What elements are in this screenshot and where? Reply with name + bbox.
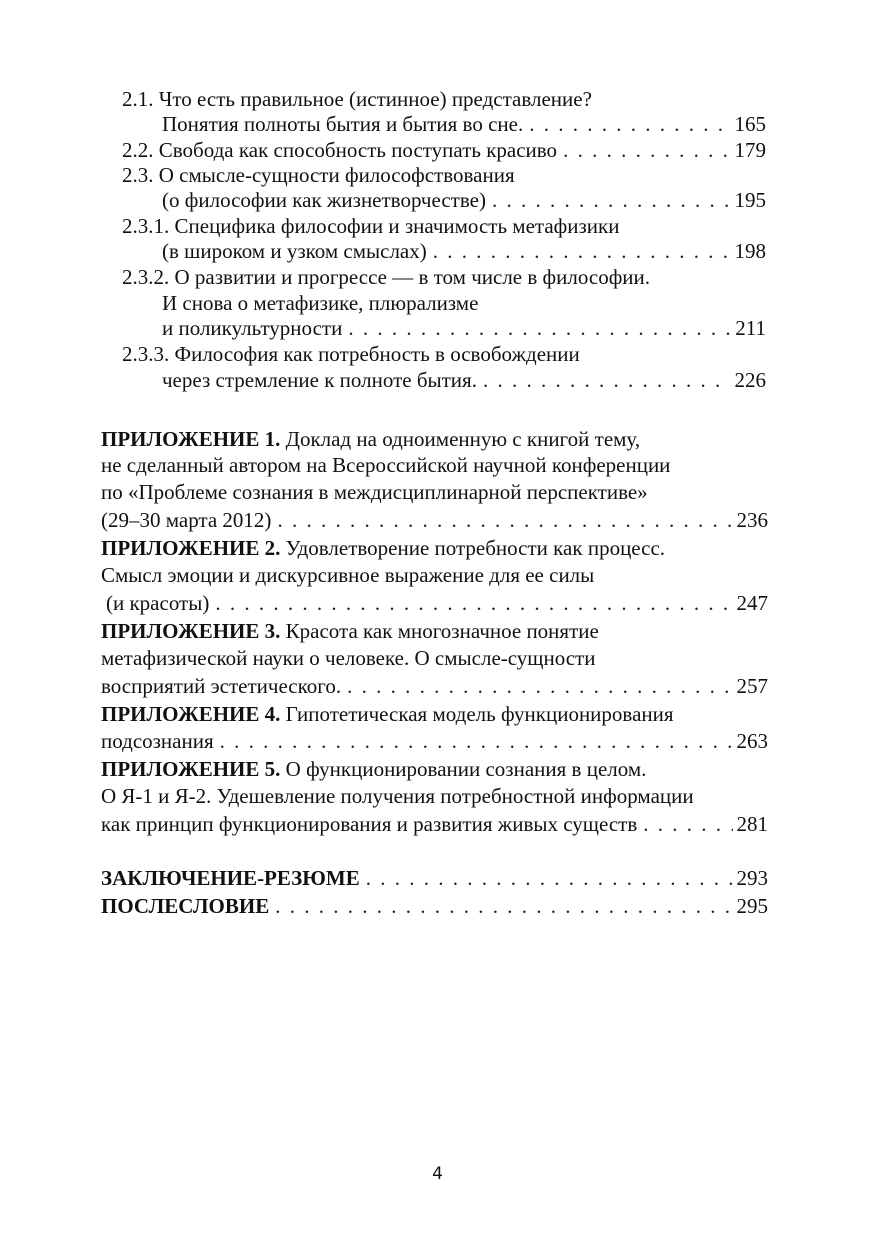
toc-entry-2-3-2-last-line[interactable] bbox=[162, 315, 766, 341]
section-title: Специфика философии и значимость метафизики bbox=[174, 214, 620, 238]
afterword-title: ПОСЛЕСЛОВИЕ bbox=[101, 894, 270, 918]
appendix-label: ПРИЛОЖЕНИЕ 2. bbox=[101, 536, 281, 560]
section-title-cont: И снова о метафизике, плюрализме bbox=[162, 291, 479, 315]
toc-entry-2-3-last-line[interactable] bbox=[162, 187, 766, 213]
appendix-text: Смысл эмоции и дискурсивное выражение для ее силы bbox=[101, 563, 595, 587]
section-title: О развитии и прогрессе — в том числе в философии. bbox=[174, 265, 651, 289]
toc-entry-2-1-title bbox=[122, 86, 592, 112]
appendix-text: как принцип функционирования и развития живых существ bbox=[101, 812, 638, 836]
page-ref: 211 bbox=[735, 316, 766, 340]
appendix-text: (и красоты) bbox=[106, 591, 210, 615]
page-ref: 293 bbox=[736, 866, 768, 890]
appendix-1-title bbox=[101, 426, 640, 452]
page-ref: 179 bbox=[734, 138, 766, 162]
appendix-text: по «Проблеме сознания в междисциплинарной перспективе» bbox=[101, 480, 648, 504]
appendix-text: О функционировании сознания в целом. bbox=[285, 757, 647, 781]
section-title: Свобода как способность поступать красиво bbox=[158, 138, 558, 162]
page-ref: 198 bbox=[734, 239, 766, 263]
section-number: 2.3.3. bbox=[122, 342, 170, 366]
appendix-5-last-line[interactable] bbox=[101, 811, 768, 837]
appendix-text: подсознания bbox=[101, 729, 214, 753]
appendix-4-last-line[interactable] bbox=[101, 728, 768, 754]
appendix-label: ПРИЛОЖЕНИЕ 1. bbox=[101, 427, 281, 451]
page-ref: 257 bbox=[736, 674, 768, 698]
section-number: 2.3.2. bbox=[122, 265, 170, 289]
page-ref: 165 bbox=[734, 112, 766, 136]
appendix-1-last-line[interactable] bbox=[101, 507, 768, 533]
toc-entry-2-3-title bbox=[122, 162, 515, 188]
page-ref: 236 bbox=[736, 508, 768, 532]
appendix-text: Удовлетворение потребности как процесс. bbox=[285, 536, 666, 560]
appendix-text: Доклад на одноименную с книгой тему, bbox=[285, 427, 641, 451]
toc-entry-2-3-3-last-line[interactable] bbox=[162, 367, 766, 393]
page-ref: 195 bbox=[734, 188, 766, 212]
appendix-text: (29–30 марта 2012) bbox=[101, 508, 272, 532]
appendix-text: не сделанный автором на Всероссийской научной конференции bbox=[101, 453, 671, 477]
appendix-text: восприятий эстетического. bbox=[101, 674, 342, 698]
page-ref: 281 bbox=[736, 812, 768, 836]
section-number: 2.2. bbox=[122, 138, 154, 162]
dot-leader bbox=[433, 238, 731, 264]
page-ref: 295 bbox=[736, 894, 768, 918]
section-number: 2.3.1. bbox=[122, 214, 170, 238]
appendix-text: метафизической науки о человеке. О смысле-сущности bbox=[101, 646, 596, 670]
toc-entry-2-3-1-title bbox=[122, 213, 619, 239]
dot-leader bbox=[220, 728, 733, 754]
conclusion-title: ЗАКЛЮЧЕНИЕ-РЕЗЮМЕ bbox=[101, 866, 360, 890]
page-ref: 247 bbox=[736, 591, 768, 615]
dot-leader bbox=[483, 367, 731, 393]
dot-leader bbox=[563, 137, 730, 163]
appendix-5-title bbox=[101, 756, 646, 782]
appendix-label: ПРИЛОЖЕНИЕ 4. bbox=[101, 702, 281, 726]
toc-entry-2-3-2-title bbox=[122, 264, 650, 290]
section-title: Философия как потребность в освобождении bbox=[174, 342, 580, 366]
section-title-cont: через стремление к полноте бытия. bbox=[162, 368, 477, 392]
dot-leader bbox=[347, 673, 732, 699]
section-title-cont: (в широком и узком смыслах) bbox=[162, 239, 427, 263]
dot-leader bbox=[643, 811, 732, 837]
toc-entry-2-3-1-last-line[interactable] bbox=[162, 238, 766, 264]
appendix-2-last-line[interactable] bbox=[106, 590, 768, 616]
dot-leader bbox=[215, 590, 732, 616]
dot-leader bbox=[348, 315, 731, 341]
page-number: 4 bbox=[432, 1164, 443, 1184]
section-title: О смысле-сущности философствования bbox=[158, 163, 515, 187]
appendix-3-last-line[interactable] bbox=[101, 673, 768, 699]
section-title: Что есть правильное (истинное) представление? bbox=[158, 87, 592, 111]
appendix-label: ПРИЛОЖЕНИЕ 5. bbox=[101, 757, 281, 781]
section-number: 2.1. bbox=[122, 87, 154, 111]
appendix-2-title bbox=[101, 535, 665, 561]
dot-leader bbox=[275, 893, 732, 919]
dot-leader bbox=[277, 507, 732, 533]
section-title-cont: Понятия полноты бытия и бытия во сне. bbox=[162, 112, 524, 136]
dot-leader bbox=[529, 111, 730, 137]
toc-entry-2-1-last-line[interactable] bbox=[162, 111, 766, 137]
section-title-cont: (о философии как жизнетворчестве) bbox=[162, 188, 486, 212]
page-ref: 263 bbox=[736, 729, 768, 753]
appendix-label: ПРИЛОЖЕНИЕ 3. bbox=[101, 619, 281, 643]
appendix-text: Гипотетическая модель функционирования bbox=[285, 702, 674, 726]
appendix-text: Красота как многозначное понятие bbox=[285, 619, 599, 643]
dot-leader bbox=[366, 865, 733, 891]
appendix-3-title bbox=[101, 618, 599, 644]
toc-entry-2-3-3-title bbox=[122, 341, 580, 367]
dot-leader bbox=[492, 187, 731, 213]
toc-entry-conclusion[interactable] bbox=[101, 865, 768, 891]
toc-entry-2-2[interactable] bbox=[122, 137, 766, 163]
section-number: 2.3. bbox=[122, 163, 154, 187]
appendix-4-title bbox=[101, 701, 674, 727]
section-heading bbox=[122, 137, 557, 163]
section-title-cont: и поликультурности bbox=[162, 316, 343, 340]
appendix-text: О Я-1 и Я-2. Удешевление получения потребностной информации bbox=[101, 784, 694, 808]
toc-entry-afterword[interactable] bbox=[101, 893, 768, 919]
page-ref: 226 bbox=[734, 368, 766, 392]
